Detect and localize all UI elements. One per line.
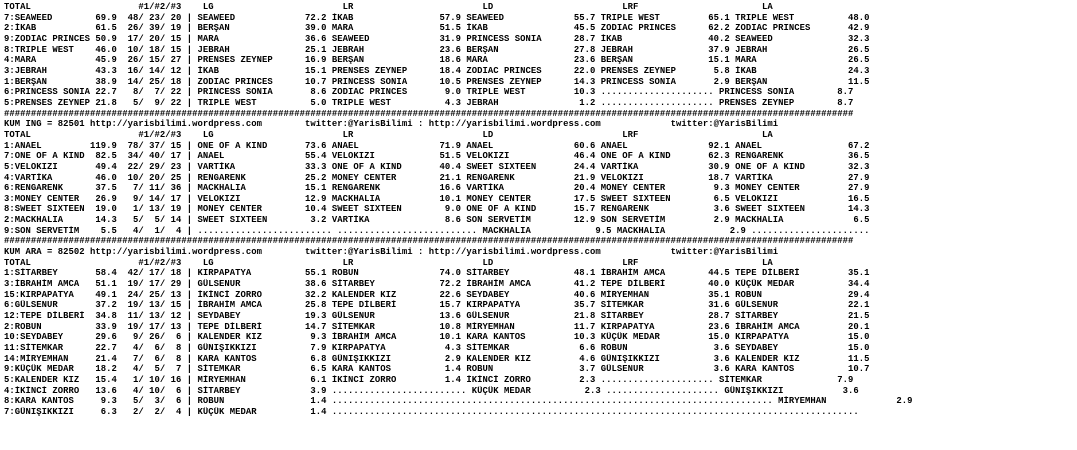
text-line: 3:JEBRAH 43.3 16/ 14/ 12 | İKAB 15.1 PRENSES ZEYNEP 18.4 ZODIAC PRINCES 22.0 PRENSES ZEYNEP 5.8 İKAB 24.3	[4, 65, 870, 76]
text-line: 4:VARTİKA 46.0 10/ 20/ 25 | RENGARENK 25.2 MONEY CENTER 21.1 RENGARENK 21.9 VELOKIZI 18.7 VARTİKA 27.9	[4, 172, 870, 183]
text-line: ##############################################################################################################################################################	[4, 108, 854, 119]
text-line: KUM ARA = 82502 http://yarisbilimi.wordpress.com twitter:@YarisBilimi : http://yarisbilimi.wordpress.com twitter:@YarisBilimi	[4, 247, 779, 258]
text-line: 8:TRIPLE WEST 46.0 10/ 18/ 15 | JEBRAH 25.1 JEBRAH 23.6 BERŞAN 27.8 JEBRAH 37.9 JEBRAH 26.5	[4, 44, 870, 55]
text-line: 1:SİTARBEY 58.4 42/ 17/ 18 | KIRPAPATYA 55.1 ROBUN 74.0 SİTARBEY 48.1 İBRAHİM AMCA 44.5 TEPE DİLBERİ 35.1	[4, 268, 870, 279]
text-line: 12:TEPE DİLBERİ 34.8 11/ 13/ 12 | SEYDABEY 19.3 GÜLSENUR 13.6 GÜLSENUR 21.8 SİTARBEY 28.7 SİTARBEY 21.5	[4, 311, 870, 322]
text-line: KUM ING = 82501 http://yarisbilimi.wordpress.com twitter:@YarisBilimi : http://yarisbilimi.wordpress.com twitter:@YarisBilimi	[4, 119, 779, 130]
text-line: 5:VELOKIZI 49.4 22/ 29/ 23 | VARTİKA 33.3 ONE OF A KIND 40.4 SWEET SIXTEEN 24.4 VARTİKA 30.9 ONE OF A KIND 32.3	[4, 161, 870, 172]
text-line: 9:SON SERVETİM 5.5 4/ 1/ 4 | ......................... .......................... MACKHALIA 9.5 MACKHALIA 2.9 ......................	[4, 225, 870, 236]
text-line: ##############################################################################################################################################################	[4, 236, 854, 247]
text-line: 14:MİRYEMHAN 21.4 7/ 6/ 8 | KARA KANTOS 6.8 GÜNIŞIKKIZI 2.9 KALENDER KIZ 4.6 GÜNIŞIKKIZI 3.6 KALENDER KIZ 11.5	[4, 353, 870, 364]
text-line: 7:GÜNIŞIKKIZI 6.3 2/ 2/ 4 | KÜÇÜK MEDAR 1.4 ..................................................................................................	[4, 406, 859, 417]
text-line: 8:SWEET SIXTEEN 19.0 1/ 13/ 19 | MONEY CENTER 10.4 SWEET SIXTEEN 9.0 ONE OF A KIND 15.7 RENGARENK 3.6 SWEET SIXTEEN 14.3	[4, 204, 870, 215]
text-line: 1:BERŞAN 38.9 14/ 25/ 18 | ZODIAC PRINCES 10.7 PRINCESS SONIA 10.5 PRENSES ZEYNEP 14.3 PRINCESS SONIA 2.9 BERŞAN 11.5	[4, 76, 870, 87]
text-line: 6:PRINCESS SONIA 22.7 8/ 7/ 22 | PRINCESS SONIA 8.6 ZODIAC PRINCES 9.0 TRIPLE WEST 10.3 ..................... PRINCESS SONIA 8.7	[4, 87, 854, 98]
text-line: 2:MACKHALIA 14.3 5/ 5/ 14 | SWEET SIXTEEN 3.2 VARTİKA 8.6 SON SERVETİM 12.9 SON SERVETİM 2.9 MACKHALIA 6.5	[4, 215, 870, 226]
text-line: 10:SEYDABEY 29.6 9/ 26/ 6 | KALENDER KIZ 9.3 İBRAHİM AMCA 10.1 KARA KANTOS 10.3 KÜÇÜK MEDAR 15.0 KIRPAPATYA 15.0	[4, 332, 870, 343]
text-line: 5:KALENDER KIZ 15.4 1/ 10/ 16 | MİRYEMHAN 6.1 İKİNCİ ZORRO 1.4 İKİNCİ ZORRO 2.3 ..................... SİTEMKAR 7.9	[4, 374, 854, 385]
text-line: 8:KARA KANTOS 9.3 5/ 3/ 6 | ROBUN 1.4 .................................................................................. MİRYEMHAN 2.9	[4, 396, 913, 407]
text-line: 2:İKAB 61.5 26/ 39/ 19 | BERŞAN 39.0 MARA 51.5 İKAB 45.5 ZODIAC PRINCES 62.2 ZODIAC PRINCES 42.9	[4, 23, 870, 34]
text-line: 2:ROBUN 33.9 19/ 17/ 13 | TEPE DİLBERİ 14.7 SİTEMKAR 10.8 MİRYEMHAN 11.7 KIRPAPATYA 23.6 İBRAHİM AMCA 20.1	[4, 321, 870, 332]
text-line: 9:ZODIAC PRINCES 50.9 17/ 20/ 15 | MARA 36.6 SEAWEED 31.9 PRINCESS SONIA 28.7 İKAB 40.2 SEAWEED 32.3	[4, 33, 870, 44]
text-line: 3:MONEY CENTER 26.9 9/ 14/ 17 | VELOKIZI 12.9 MACKHALIA 10.1 MONEY CENTER 17.5 SWEET SIXTEEN 6.5 VELOKIZI 16.5	[4, 193, 870, 204]
text-line: 4:İKİNCİ ZORRO 13.6 4/ 10/ 6 | SİTARBEY 3.9 ......................... KÜÇÜK MEDAR 2.3 ..................... GÜNIŞIKKIZI 3.6	[4, 385, 859, 396]
text-line: 3:İBRAHİM AMCA 51.1 19/ 17/ 29 | GÜLSENUR 38.6 SİTARBEY 72.2 İBRAHİM AMCA 41.2 TEPE DİLBERİ 40.0 KÜÇÜK MEDAR 34.4	[4, 279, 870, 290]
text-line: 1:ANAEL 119.9 78/ 37/ 15 | ONE OF A KIND 73.6 ANAEL 71.9 ANAEL 60.6 ANAEL 92.1 ANAEL 67.2	[4, 140, 870, 151]
text-line: TOTAL #1/#2/#3 LG LR LD LRF LA	[4, 129, 773, 140]
text-line: 6:RENGARENK 37.5 7/ 11/ 36 | MACKHALIA 15.1 RENGARENK 16.6 VARTİKA 20.4 MONEY CENTER 9.3 MONEY CENTER 27.9	[4, 183, 870, 194]
text-line: 6:GÜLSENUR 37.2 19/ 13/ 15 | İBRAHİM AMCA 25.8 TEPE DİLBERİ 15.7 KIRPAPATYA 35.7 SİTEMKAR 31.6 GÜLSENUR 22.1	[4, 300, 870, 311]
text-line: TOTAL #1/#2/#3 LG LR LD LRF LA	[4, 2, 773, 12]
text-line: 9:KÜÇÜK MEDAR 18.2 4/ 5/ 7 | SİTEMKAR 6.5 KARA KANTOS 1.4 ROBUN 3.7 GÜLSENUR 3.6 KARA KANTOS 10.7	[4, 364, 870, 375]
text-line: 4:MARA 45.9 26/ 15/ 27 | PRENSES ZEYNEP 16.9 BERŞAN 18.6 MARA 23.6 BERŞAN 15.1 MARA 26.5	[4, 55, 870, 66]
text-line: 7:ONE OF A KIND 82.5 34/ 40/ 17 | ANAEL 55.4 VELOKIZI 51.5 VELOKIZI 46.4 ONE OF A KIND 62.3 RENGARENK 36.5	[4, 151, 870, 162]
text-line: 11:SİTEMKAR 22.7 4/ 6/ 8 | GÜNIŞIKKIZI 7.9 KIRPAPATYA 4.3 SİTEMKAR 6.6 ROBUN 3.6 SEYDABEY 15.0	[4, 343, 870, 353]
text-line: 15:KIRPAPATYA 49.1 24/ 25/ 13 | İKİNCİ ZORRO 32.2 KALENDER KIZ 22.6 SEYDABEY 40.6 MİRYEMHAN 35.1 ROBUN 29.4	[4, 289, 870, 300]
text-line: 7:SEAWEED 69.9 48/ 23/ 20 | SEAWEED 72.2 İKAB 57.9 SEAWEED 55.7 TRIPLE WEST 65.1 TRIPLE WEST 48.0	[4, 12, 870, 23]
text-line: TOTAL #1/#2/#3 LG LR LD LRF LA	[4, 257, 773, 268]
text-line: 5:PRENSES ZEYNEP 21.8 5/ 9/ 22 | TRIPLE WEST 5.0 TRIPLE WEST 4.3 JEBRAH 1.2 ..................... PRENSES ZEYNEP 8.7	[4, 97, 854, 108]
